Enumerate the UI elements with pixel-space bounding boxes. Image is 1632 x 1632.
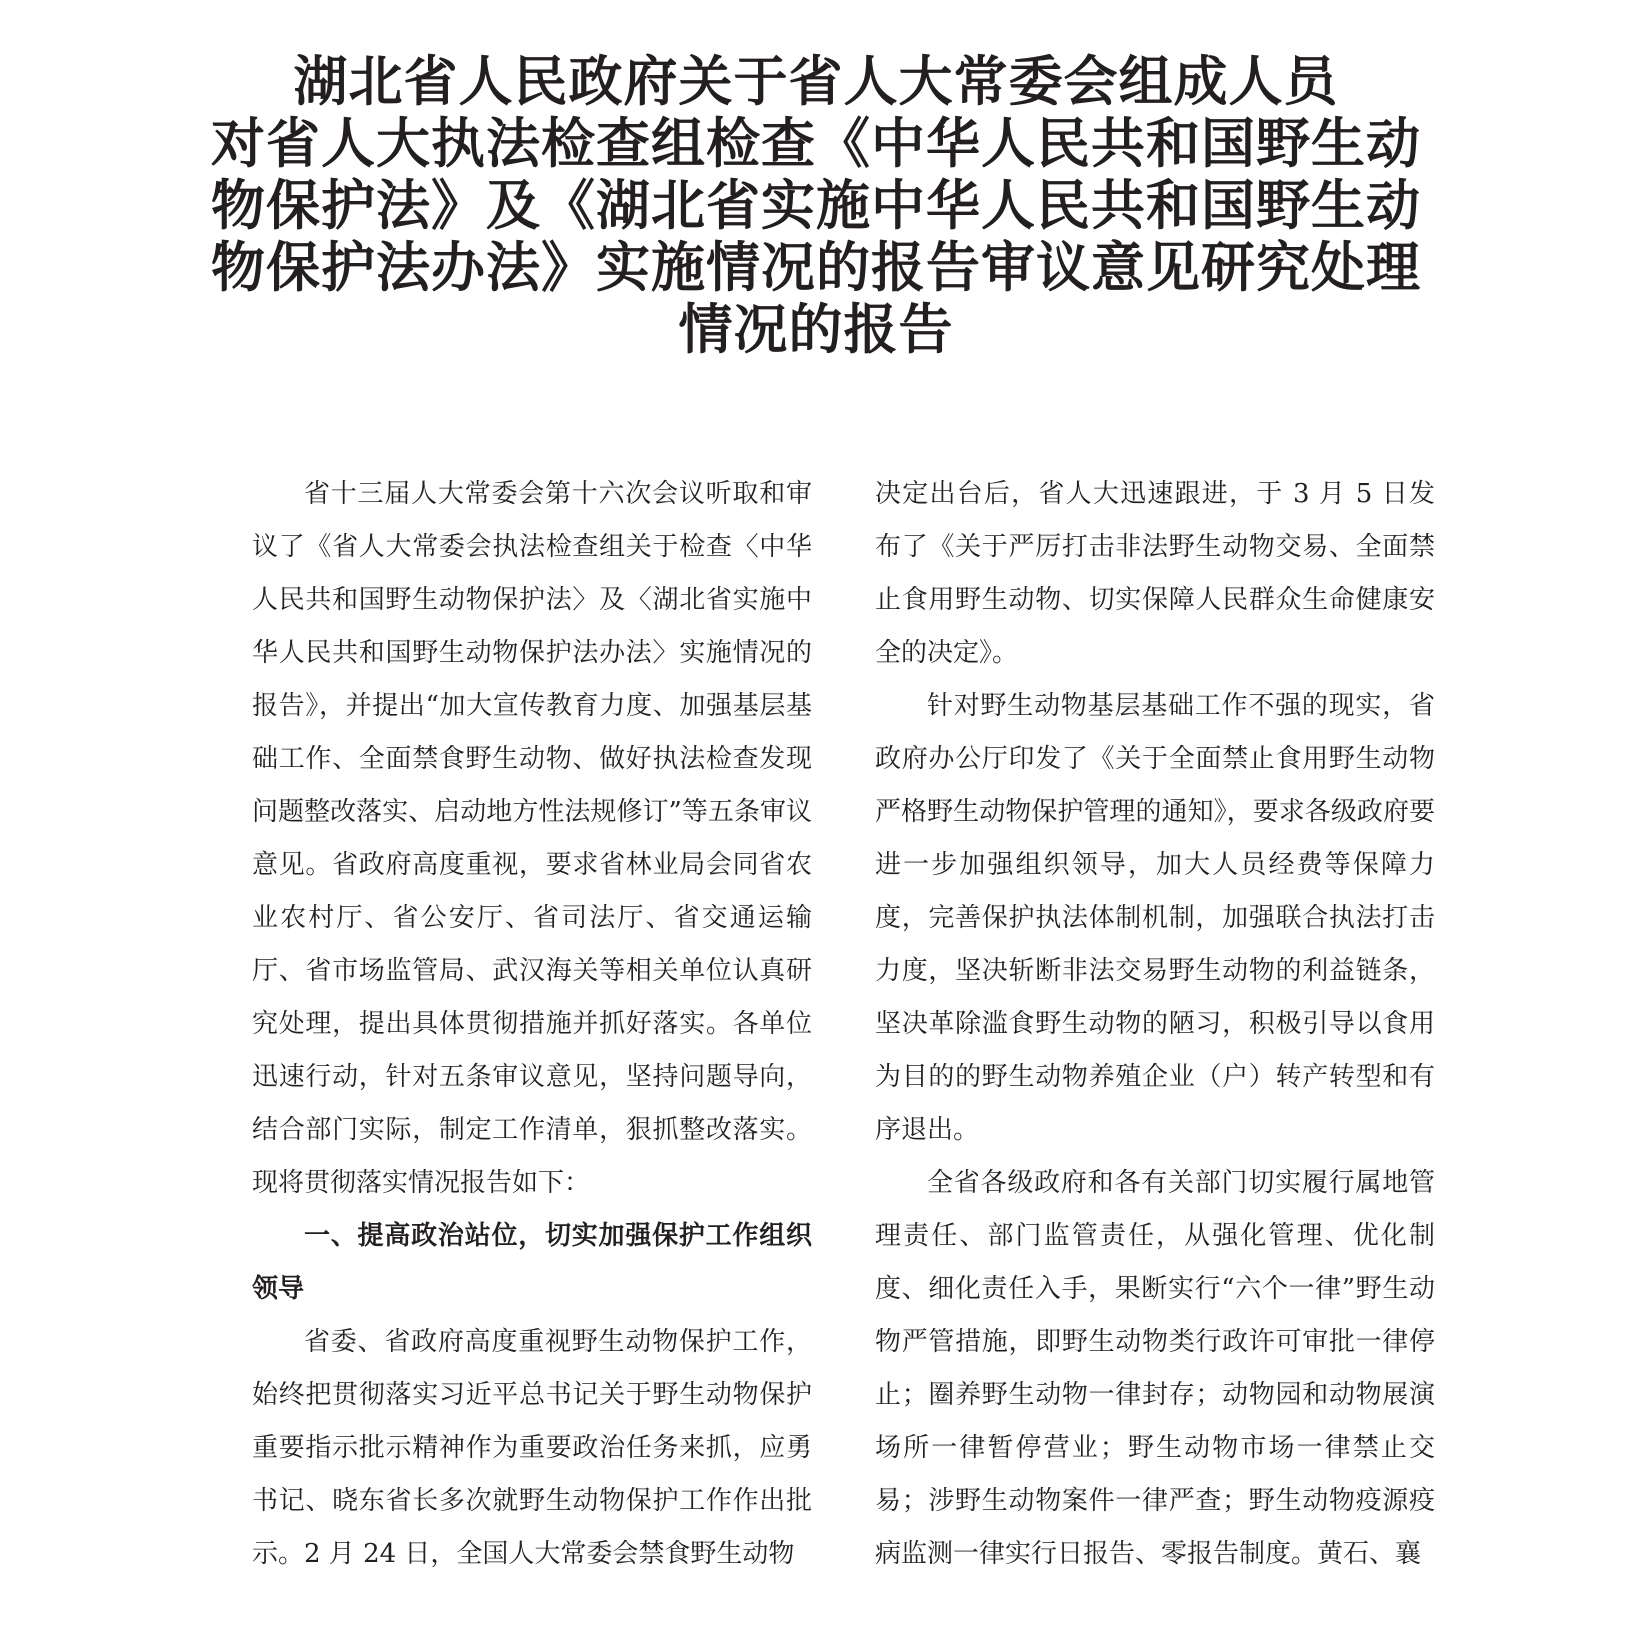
title-line-2: 对省人大执法检查组检查《中华人民共和国野生动	[211, 111, 1421, 175]
right-column	[875, 468, 1435, 1581]
paragraph-leadership: 省委、省政府高度重视野生动物保护工作，始终把贯彻落实习近平总书记关于野生动物保护重要指示批示精神作为重要政治任务来抓，应勇书记、晓东省长多次就野生动物保护工作作出批示。2 月 24 日，全国人大常委会禁食野生动物	[252, 1327, 812, 1569]
paragraph-six-measures: 全省各级政府和各有关部门切实履行属地管理责任、部门监管责任，从强化管理、优化制度、细化责任入手，果断实行“六个一律”野生动物严管措施，即野生动物类行政许可审批一律停止；圈养野生动物一律封存；动物园和动物展演场所一律暂停营业；野生动物市场一律禁止交易；涉野生动物案件一律严查；野生动物疫源疫病监测一律实行日报告、零报告制度。黄石、襄	[875, 1168, 1435, 1569]
document-title	[200, 50, 1432, 360]
title-line-4: 物保护法办法》实施情况的报告审议意见研究处理	[211, 235, 1421, 299]
paragraph-leadership-continued: 决定出台后，省人大迅速跟进，于 3 月 5 日发布了《关于严厉打击非法野生动物交易、全面禁止食用野生动物、切实保障人民群众生命健康安全的决定》。	[875, 479, 1435, 668]
title-line-5: 情况的报告	[678, 297, 954, 361]
paragraph-intro: 省十三届人大常委会第十六次会议听取和审议了《省人大常委会执法检查组关于检查〈中华人民共和国野生动物保护法〉及〈湖北省实施中华人民共和国野生动物保护法办法〉实施情况的报告》，并提出“加大宣传教育力度、加强基层基础工作、全面禁食野生动物、做好执法检查发现问题整改落实、启动地方性法规修订”等五条审议意见。省政府高度重视，要求省林业局会同省农业农村厅、省公安厅、省司法厅、省交通运输厅、省市场监管局、武汉海关等相关单位认真研究处理，提出具体贯彻措施并抓好落实。各单位迅速行动，针对五条审议意见，坚持问题导向，结合部门实际，制定工作清单，狠抓整改落实。现将贯彻落实情况报告如下：	[252, 479, 812, 1198]
paragraph-grassroots: 针对野生动物基层基础工作不强的现实，省政府办公厅印发了《关于全面禁止食用野生动物严格野生动物保护管理的通知》，要求各级政府要进一步加强组织领导，加大人员经费等保障力度，完善保护执法体制机制，加强联合执法打击力度，坚决斩断非法交易野生动物的利益链条，坚决革除滥食野生动物的陋习，积极引导以食用为目的的野生动物养殖企业（户）转产转型和有序退出。	[875, 691, 1435, 1145]
title-line-3: 物保护法》及《湖北省实施中华人民共和国野生动	[211, 173, 1421, 237]
section-heading-1: 一、提高政治站位，切实加强保护工作组织领导	[252, 1221, 812, 1304]
title-line-1: 湖北省人民政府关于省人大常委会组成人员	[293, 49, 1339, 113]
left-column	[252, 468, 812, 1581]
